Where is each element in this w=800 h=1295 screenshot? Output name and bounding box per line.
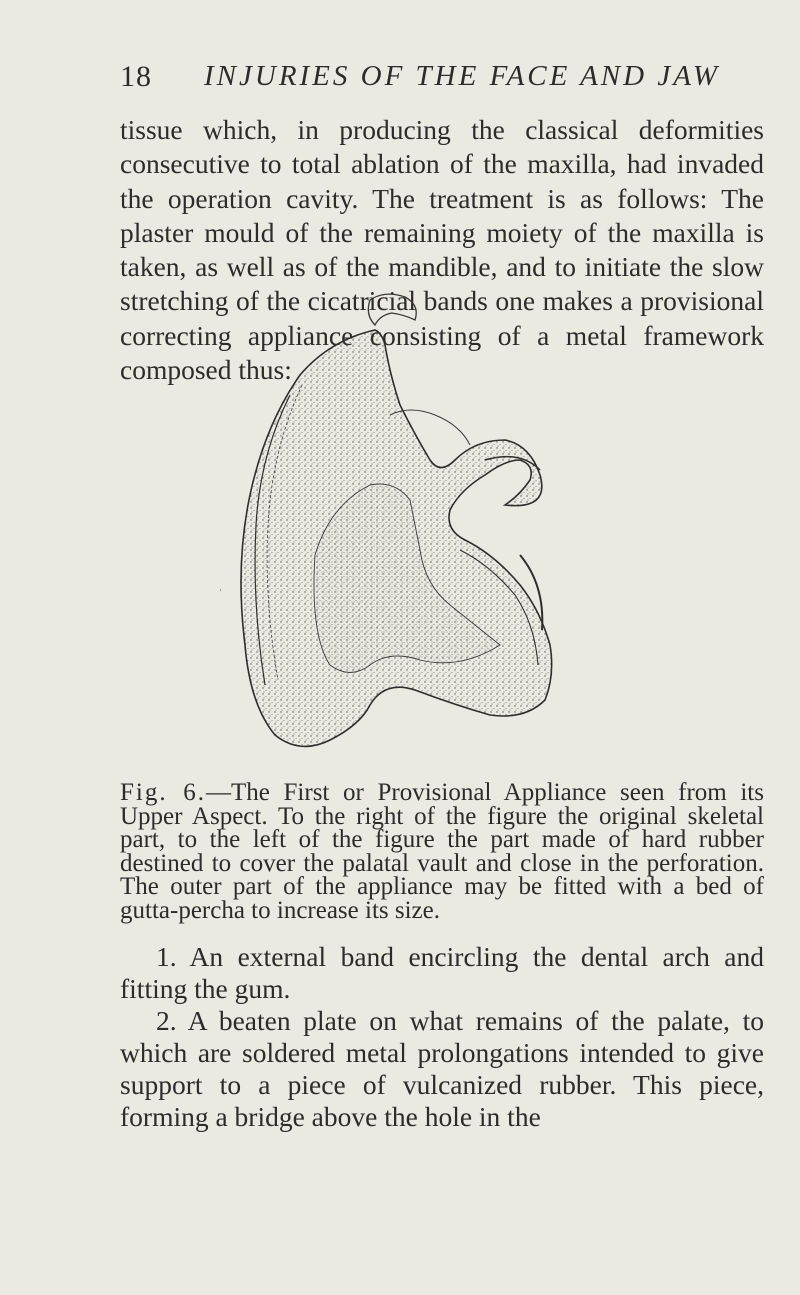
opening-paragraph: tissue which, in producing the classical deformities consecutive to total ablation of the maxilla, had invaded the operation cavity. The treatment is as follows: The plaster mould of the remaining moiety of the maxilla is taken, as well as of the mandible, and to initiate the slow stretching of the cicatricial bands one makes a provisional correcting appliance consisting of a metal framework composed thus: — [120, 114, 764, 386]
item-1: 1. An external band encircling the dental arch and fitting the gum. — [120, 941, 764, 1004]
caption-label: Fig. 6. — [120, 779, 206, 806]
numbered-items — [120, 941, 764, 1133]
item-2: 2. A beaten plate on what remains of the palate, to which are soldered metal prolongations intended to give support to a piece of vulcanized rubber. This piece, forming a bridge above the hole in the — [120, 1005, 764, 1132]
figure-mark — [220, 588, 221, 593]
running-title: INJURIES OF THE FACE AND JAW — [204, 60, 720, 92]
page-number: 18 — [120, 60, 152, 93]
top-loop-shape — [368, 294, 416, 325]
figure-caption — [120, 781, 764, 922]
caption-text: —The First or Provisional Appliance seen from its Upper Aspect. To the right of the figure the original skeletal part, to the left of the figure the part made of hard rubber destined to cover the palatal vault and close in the perforation. The outer part of the appliance may be fitted with a bed of gutta-percha to increase its size. — [120, 779, 764, 924]
appliance-illustration — [220, 285, 560, 765]
running-header — [120, 60, 760, 100]
